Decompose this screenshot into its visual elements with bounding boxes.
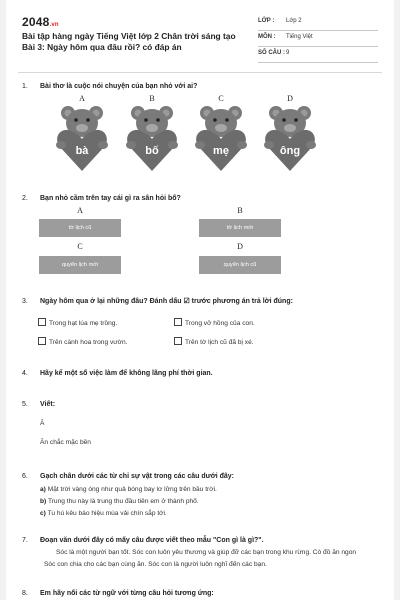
question-number: 4.	[22, 370, 28, 377]
logo-suffix: .vn	[49, 22, 59, 28]
option-letter: C	[218, 94, 224, 103]
choice-checkbox[interactable]	[38, 337, 128, 346]
header-divider	[18, 72, 382, 73]
choice-checkbox[interactable]	[38, 318, 117, 327]
site-logo[interactable]	[22, 15, 59, 29]
bear-heart-option-a[interactable]	[54, 103, 110, 173]
question-text: Gạch chân dưới các từ chỉ sự vật trong các câu dưới đây:	[40, 473, 235, 480]
option-word: bà	[75, 145, 89, 157]
question-3	[22, 297, 293, 305]
choice-label: Trong vở hồng của con.	[185, 320, 255, 327]
writing-letter: Ă	[40, 420, 45, 427]
question-7	[22, 537, 264, 544]
option-letter: D	[287, 94, 293, 103]
question-text: Ngày hôm qua ở lại những đâu? Đánh dấu ☑ trước phương án trả lời đúng:	[40, 298, 293, 305]
sentence-item	[40, 486, 217, 493]
choice-checkbox[interactable]	[174, 318, 255, 327]
choice-label: Trên cành hoa trong vườn.	[49, 339, 128, 346]
question-number: 3.	[22, 298, 28, 305]
worksheet-page	[6, 0, 394, 600]
meta-row-count	[258, 47, 378, 63]
worksheet-header	[6, 0, 394, 66]
option-word: bố	[145, 145, 159, 157]
item-text: Tu hú kêu báo hiệu mùa vải chín sắp tới.	[47, 510, 167, 517]
question-2	[22, 195, 181, 202]
question-8	[22, 590, 214, 597]
option-box-d[interactable]: quyển lịch cũ	[199, 256, 281, 274]
question-number: 7.	[22, 537, 28, 544]
question-number: 6.	[22, 473, 28, 480]
question-text: Đoạn văn dưới đây có mấy câu được viết theo mẫu "Con gì là gì?".	[40, 537, 264, 544]
logo-number: 2048	[22, 15, 50, 29]
question-text: Bài thơ là cuộc nói chuyện của bạn nhỏ với ai?	[40, 83, 198, 90]
meta-row-subject	[258, 31, 378, 47]
option-letter: D	[237, 242, 243, 251]
question-6	[22, 473, 234, 480]
bear-heart-option-c[interactable]	[193, 103, 249, 173]
question-text: Viết:	[40, 401, 56, 408]
item-mark: b)	[40, 498, 47, 505]
checkbox-icon[interactable]	[174, 318, 182, 326]
meta-value: Lớp 2	[286, 18, 302, 24]
item-text: Mặt trời vàng óng như quả bóng bay lơ lửng trên bầu trời.	[47, 486, 217, 493]
document-meta	[258, 15, 378, 63]
sentence-item	[40, 498, 199, 505]
meta-key: SỐ CÂU :	[258, 50, 285, 56]
question-text: Em hãy nối các từ ngữ với từng câu hỏi tương ứng:	[40, 590, 214, 597]
option-box-a[interactable]: tờ lịch cũ	[39, 219, 121, 237]
question-5	[22, 401, 55, 408]
question-number: 2.	[22, 195, 28, 202]
document-title: Bài tập hàng ngày Tiếng Việt lớp 2 Chân trời sáng tạo Bài 3: Ngày hôm qua đâu rồi? có đáp án	[22, 31, 236, 52]
meta-key: MÔN :	[258, 34, 276, 40]
story-paragraph: Sóc là một người bạn tốt. Sóc con luôn yêu thương và giúp đỡ các bạn trong khu rừng. Có đồ ăn ngon Sóc con chia cho các bạn cùng ăn. Sóc con là người luôn nghĩ đến các bạn.	[44, 549, 357, 568]
item-text: Trung thu này là trung thu đầu tiên em ở thành phố.	[47, 498, 199, 505]
option-box-c[interactable]: quyển lịch mới	[39, 256, 121, 274]
choice-checkbox[interactable]	[174, 337, 254, 346]
meta-row-class	[258, 15, 378, 31]
item-mark: c)	[40, 510, 46, 517]
choice-label: Trên tờ lịch cũ đã bị xé.	[185, 339, 254, 346]
question-4	[22, 370, 213, 377]
option-letter: A	[79, 94, 85, 103]
option-letter: B	[149, 94, 155, 103]
meta-value: Tiếng Việt	[286, 34, 313, 40]
question-text: Bạn nhỏ cầm trên tay cái gì ra sân hỏi bố?	[40, 195, 181, 202]
checkbox-icon[interactable]	[174, 337, 182, 345]
option-word: ông	[279, 145, 301, 157]
bear-heart-option-b[interactable]	[124, 103, 180, 173]
option-box-b[interactable]: tờ lịch mới	[199, 219, 281, 237]
meta-key: LỚP :	[258, 18, 275, 24]
choice-label: Trong hạt lúa mẹ trồng.	[49, 320, 118, 327]
question-1	[22, 83, 197, 90]
option-letter: C	[77, 242, 83, 251]
checkbox-icon[interactable]	[38, 337, 46, 345]
option-letter: B	[237, 206, 243, 215]
meta-value: 9	[286, 50, 290, 56]
option-letter: A	[77, 206, 83, 215]
bear-heart-option-d[interactable]	[262, 103, 318, 173]
option-word: mẹ	[213, 145, 229, 157]
question-number: 8.	[22, 590, 28, 597]
writing-phrase: Ăn chắc mặc bền	[40, 439, 91, 446]
sentence-item	[40, 510, 167, 517]
question-number: 1.	[22, 83, 28, 90]
item-mark: a)	[40, 486, 46, 493]
checkbox-icon[interactable]	[38, 318, 46, 326]
question-number: 5.	[22, 401, 28, 408]
question-text: Hãy kể một số việc làm để không lãng phí thời gian.	[40, 370, 213, 377]
